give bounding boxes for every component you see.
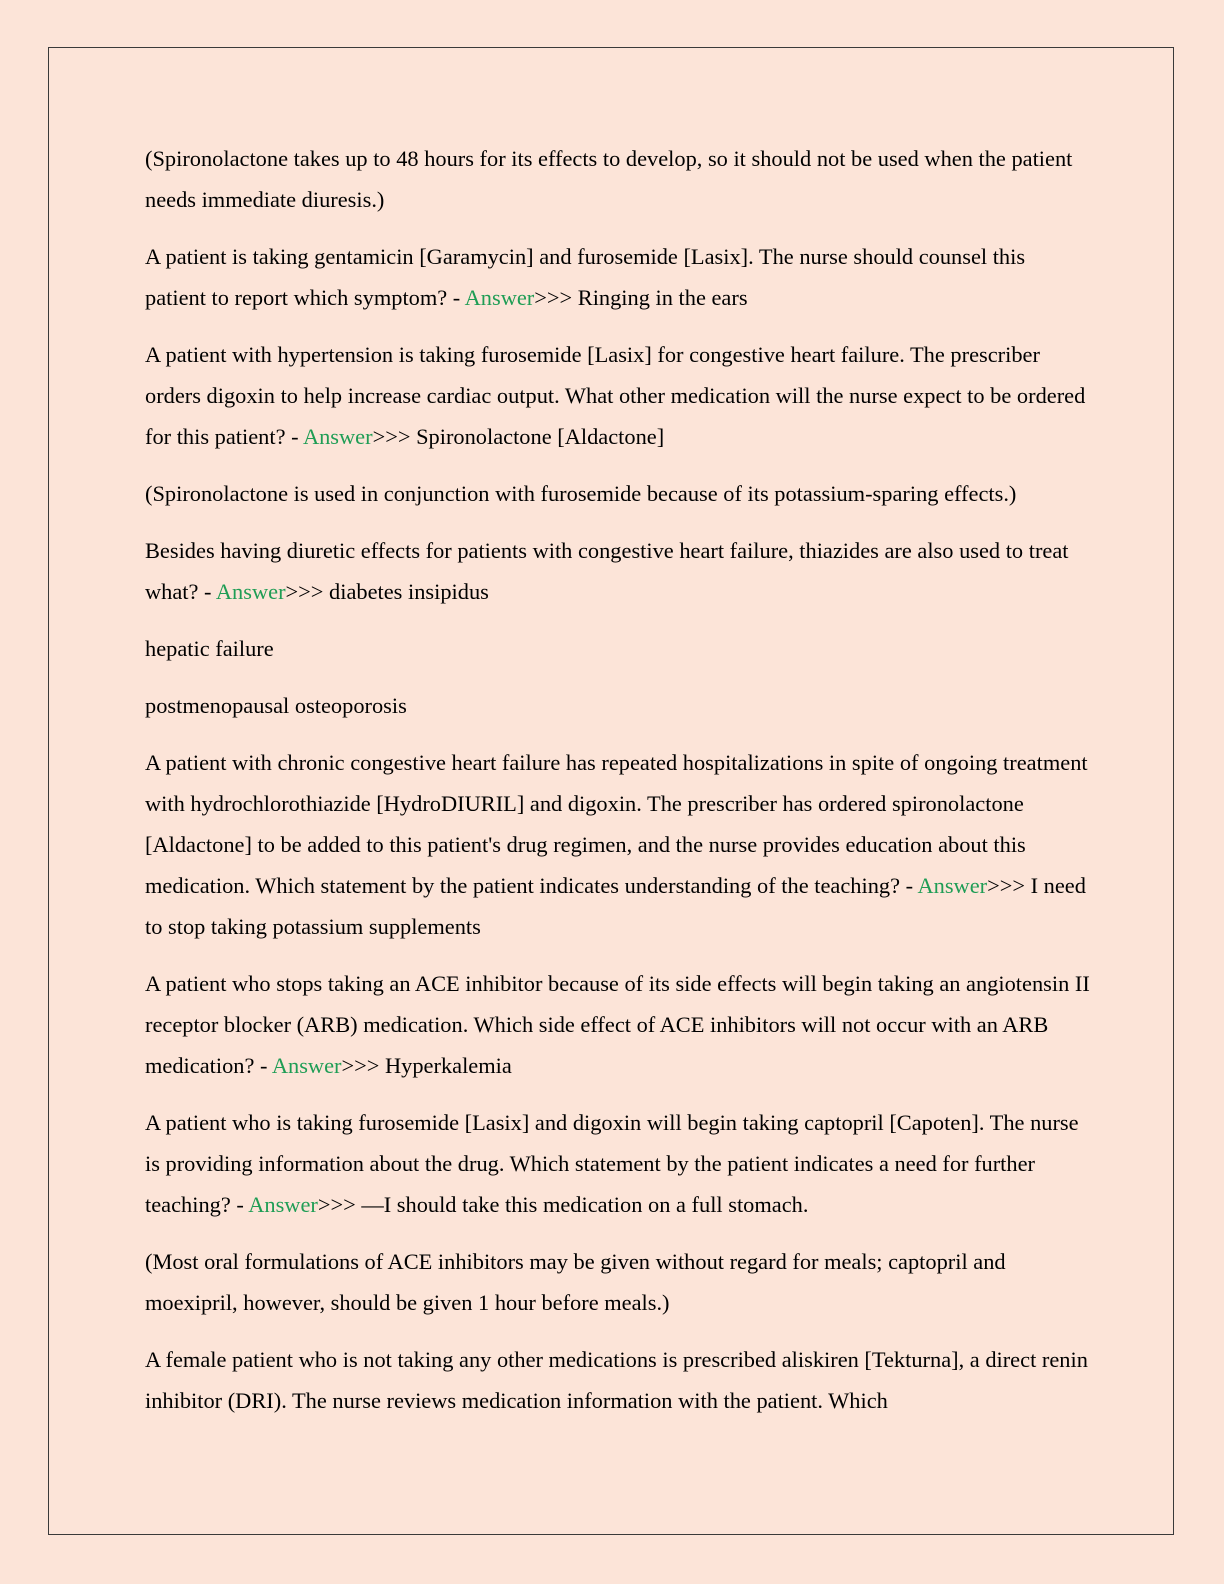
answer-text: —I should take this medication on a full stomach. (361, 1192, 809, 1217)
question-text: A patient with hypertension is taking furosemide [Lasix] for congestive heart failure. The prescriber orders digoxin to help increase cardiac output. What other medication will the nurse expect to be ordered for this patient? - (145, 342, 1086, 449)
answer-label: Answer (215, 579, 286, 604)
answer-separator: >>> (372, 424, 417, 449)
paragraph (145, 473, 1090, 514)
answer-text: Hyperkalemia (384, 1053, 512, 1078)
paragraph-text: hepatic failure (145, 636, 274, 661)
paragraph-text: A female patient who is not taking any other medications is prescribed aliskiren [Tekturna], a direct renin inhibitor (DRI). The nurse reviews medication information with the patient. Which (145, 1347, 1088, 1413)
paragraph (145, 138, 1090, 220)
paragraph (145, 1339, 1090, 1421)
answer-separator: >>> (285, 579, 330, 604)
answer-separator: >>> (987, 873, 1031, 898)
qa-item (145, 742, 1090, 947)
answer-label: Answer (464, 285, 535, 310)
answer-text: I need to stop taking potassium supplements (145, 873, 1086, 939)
paragraph (145, 628, 1090, 669)
qa-item (145, 530, 1090, 612)
question-text: A patient is taking gentamicin [Garamycin] and furosemide [Lasix]. The nurse should counsel this patient to report which symptom? - (145, 244, 1026, 310)
question-text: A patient with chronic congestive heart failure has repeated hospitalizations in spite of ongoing treatment with hydrochlorothiazide [HydroDIURIL] and digoxin. The prescriber has ordered spironolactone [Aldactone] to be added to this patient's drug regimen, and the nurse provides education about this medication. Which statement by the patient indicates understanding of the teaching? - (145, 750, 1088, 898)
answer-text: Ringing in the ears (577, 285, 748, 310)
paragraph (145, 1241, 1090, 1323)
document-body (145, 138, 1090, 1437)
answer-label: Answer (271, 1053, 342, 1078)
qa-item (145, 1102, 1090, 1225)
answer-separator: >>> (317, 1192, 362, 1217)
qa-item (145, 236, 1090, 318)
paragraph-text: (Spironolactone takes up to 48 hours for its effects to develop, so it should not be used when the patient needs immediate diuresis.) (145, 146, 1073, 212)
paragraph (145, 685, 1090, 726)
answer-label: Answer (248, 1192, 318, 1217)
question-text: A patient who stops taking an ACE inhibitor because of its side effects will begin taking an angiotensin II receptor blocker (ARB) medication. Which side effect of ACE inhibitors will not occur with an ARB medication? - (145, 971, 1090, 1078)
answer-separator: >>> (341, 1053, 385, 1078)
answer-separator: >>> (534, 285, 578, 310)
paragraph-text: (Most oral formulations of ACE inhibitors may be given without regard for meals; captopril and moexipril, however, should be given 1 hour before meals.) (145, 1249, 1006, 1315)
qa-item (145, 334, 1090, 457)
answer-text: diabetes insipidus (329, 579, 489, 604)
paragraph-text: postmenopausal osteoporosis (145, 693, 407, 718)
question-text: Besides having diuretic effects for patients with congestive heart failure, thiazides are also used to treat what? - (145, 538, 1069, 604)
answer-text: Spironolactone [Aldactone] (416, 424, 665, 449)
qa-item (145, 963, 1090, 1086)
question-text: A patient who is taking furosemide [Lasix] and digoxin will begin taking captopril [Capoten]. The nurse is providing information about the drug. Which statement by the patient indicates a need for further teaching? - (145, 1110, 1079, 1217)
paragraph-text: (Spironolactone is used in conjunction with furosemide because of its potassium-sparing effects.) (145, 481, 1017, 506)
answer-label: Answer (917, 873, 988, 898)
answer-label: Answer (302, 424, 373, 449)
